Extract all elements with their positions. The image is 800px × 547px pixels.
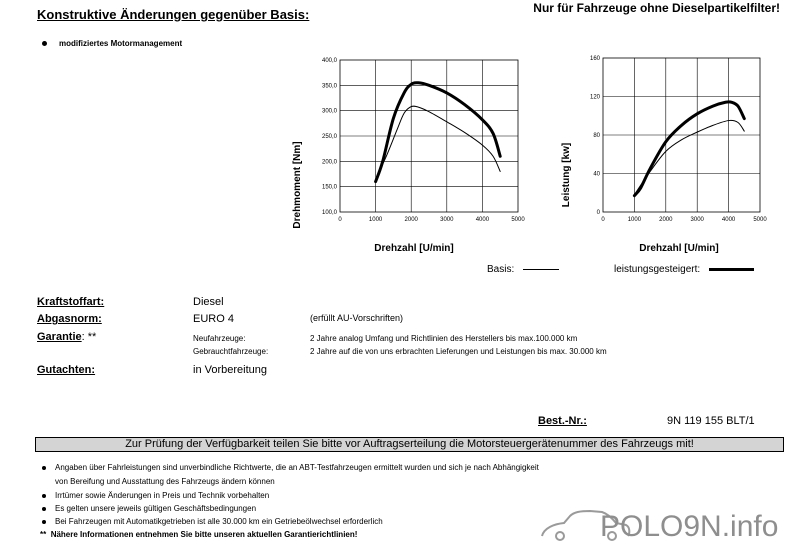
bullet-icon xyxy=(42,520,46,524)
footnote-marker: ** xyxy=(40,530,47,539)
warranty-new-label: Neufahrzeuge: xyxy=(193,334,246,343)
change-text: modifiziertes Motormanagement xyxy=(59,39,183,48)
footnote-item xyxy=(42,463,539,472)
power-y-tick-label: 0 xyxy=(596,210,600,216)
emission-value: EURO 4 xyxy=(193,313,234,325)
legend-tuned-line xyxy=(709,268,754,271)
power-x-tick-label: 4000 xyxy=(721,217,736,223)
torque-y-axis-label: Drehmoment [Nm] xyxy=(292,141,303,229)
dpf-notice: Nur für Fahrzeuge ohne Dieselpartikelfilter! xyxy=(533,1,780,15)
watermark-text: POLO9N.info xyxy=(600,510,779,542)
power-x-tick-label: 3000 xyxy=(690,217,704,223)
power-x-tick-label: 5000 xyxy=(753,217,767,223)
wheel-icon xyxy=(556,532,564,540)
footnote-item xyxy=(42,517,383,526)
warranty-label: Garantie xyxy=(37,331,82,343)
report-label: Gutachten: xyxy=(37,364,96,376)
power-y-tick-label: 80 xyxy=(593,133,600,139)
bullet-icon xyxy=(42,494,46,498)
footnote-text: Angaben über Fahrleistungen sind unverbindliche Richtwerte, die an ABT-Testfahrzeugen ermittelt wurden und sich je nach Abhängigkeit xyxy=(55,463,539,472)
warranty-used-label: Gebrauchtfahrzeuge: xyxy=(193,347,269,356)
power-y-tick-label: 120 xyxy=(589,94,600,101)
legend-basis-line xyxy=(523,269,559,270)
footnote-item xyxy=(42,504,256,513)
footnote-text: Irrtümer sowie Änderungen in Preis und Technik vorbehalten xyxy=(55,491,270,500)
availability-notice-bar: Zur Prüfung der Verfügbarkeit teilen Sie bitte vor Auftragserteilung die Motorsteuergerätenummer des Fahrzeugs mit! xyxy=(35,437,784,452)
torque-x-tick-label: 2000 xyxy=(404,217,418,223)
power-basis-curve xyxy=(634,120,744,194)
footnote-continuation: von Bereifung und Ausstattung des Fahrzeugs ändern können xyxy=(55,477,275,486)
warranty-suffix: : ** xyxy=(81,331,97,343)
order-number-value: 9N 119 155 BLT/1 xyxy=(667,415,755,427)
warranty-used-value: 2 Jahre auf die von uns erbrachten Lieferungen und Leistungen bis max. 30.000 km xyxy=(310,347,607,356)
power-x-tick-label: 0 xyxy=(601,217,605,223)
footnote-item xyxy=(40,530,357,539)
power-y-tick-label: 40 xyxy=(593,171,600,178)
torque-y-tick-label: 200,0 xyxy=(321,159,337,166)
torque-y-tick-label: 150,0 xyxy=(321,184,337,191)
torque-x-tick-label: 3000 xyxy=(440,217,454,223)
page-title: Konstruktive Änderungen gegenüber Basis: xyxy=(37,7,310,22)
torque-y-tick-label: 350,0 xyxy=(321,83,337,90)
power-x-axis-label: Drehzahl [U/min] xyxy=(639,243,719,254)
torque-series xyxy=(376,83,501,182)
warranty-new-value: 2 Jahre analog Umfang und Richtlinien des Herstellers bis max.100.000 km xyxy=(310,334,578,343)
torque-x-tick-label: 4000 xyxy=(475,217,490,223)
footnote-text: Bei Fahrzeugen mit Automatikgetrieben ist alle 30.000 km ein Getriebeölwechsel erforderlich xyxy=(55,517,383,526)
power-x-tick-label: 2000 xyxy=(659,217,673,223)
legend-tuned xyxy=(614,264,754,275)
power-ticks xyxy=(590,56,767,223)
power-x-tick-label: 1000 xyxy=(627,217,642,223)
change-list-item xyxy=(42,39,182,48)
fuel-label: Kraftstoffart: xyxy=(37,296,105,308)
torque-y-tick-label: 400,0 xyxy=(321,58,337,64)
power-tuned-curve xyxy=(634,102,744,196)
torque-y-tick-label: 100,0 xyxy=(321,210,337,216)
bullet-icon xyxy=(42,507,46,511)
emission-note: (erfüllt AU-Vorschriften) xyxy=(310,313,404,323)
order-number-label: Best.-Nr.: xyxy=(538,415,587,427)
footnote-item xyxy=(42,491,269,500)
torque-x-tick-label: 0 xyxy=(338,217,342,223)
torque-x-axis-label: Drehzahl [U/min] xyxy=(374,243,454,254)
power-y-axis-label: Leistung [kw] xyxy=(561,142,572,208)
report-value: in Vorbereitung xyxy=(193,364,267,376)
torque-grid xyxy=(340,60,518,212)
power-grid xyxy=(603,58,760,212)
warranty-heading xyxy=(37,331,96,343)
torque-chart xyxy=(280,50,525,260)
legend-basis xyxy=(487,264,559,275)
torque-x-tick-label: 5000 xyxy=(511,217,525,223)
power-y-tick-label: 160 xyxy=(589,56,600,62)
legend-tuned-label: leistungsgesteigert: xyxy=(614,264,701,275)
power-series xyxy=(634,102,744,196)
power-chart xyxy=(555,50,780,260)
polo9n-logo xyxy=(540,502,786,542)
fuel-value: Diesel xyxy=(193,296,224,308)
footnote-text: Es gelten unsere jeweils gültigen Geschäftsbedingungen xyxy=(55,504,257,513)
torque-tuned-curve xyxy=(376,83,501,182)
bullet-icon xyxy=(42,41,47,46)
torque-y-tick-label: 300,0 xyxy=(321,108,337,115)
torque-y-tick-label: 250,0 xyxy=(321,134,337,140)
legend-basis-label: Basis: xyxy=(487,264,515,275)
bullet-icon xyxy=(42,466,46,470)
torque-x-tick-label: 1000 xyxy=(368,217,383,223)
emission-label: Abgasnorm: xyxy=(37,313,102,325)
footnote-text: Nähere Informationen entnehmen Sie bitte unseren aktuellen Garantierichtlinien! xyxy=(50,530,358,539)
